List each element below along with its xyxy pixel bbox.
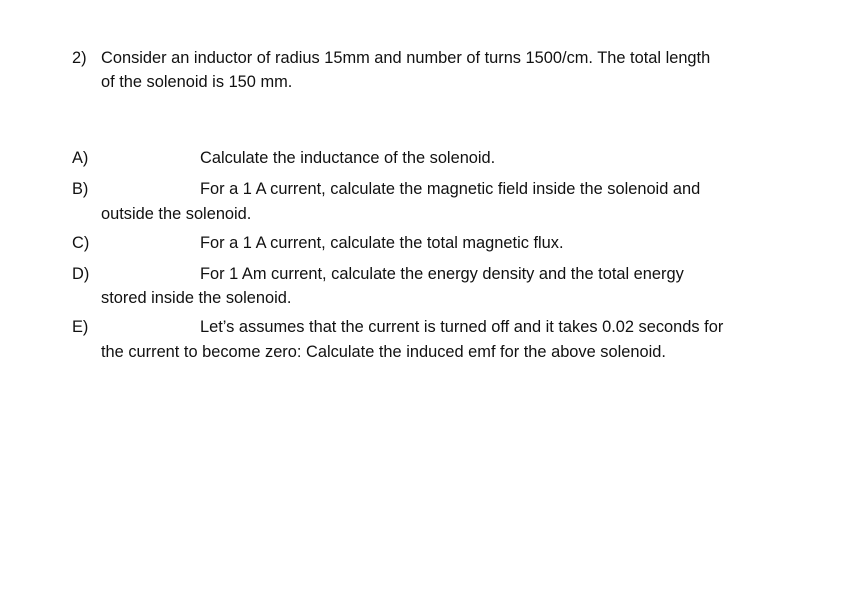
item-text: For 1 Am current, calculate the energy density and the total energy [200,265,684,283]
question-text-line2: of the solenoid is 150 mm. [101,73,293,91]
item-text-continued: stored inside the solenoid. [101,289,292,307]
item-text: Let’s assumes that the current is turned off and it takes 0.02 seconds for [200,318,724,336]
question-number: 2) [72,49,87,67]
item-label: B) [72,180,89,198]
question-text-line1: Consider an inductor of radius 15mm and number of turns 1500/cm. The total length [101,49,711,67]
item-text: For a 1 A current, calculate the total magnetic flux. [200,234,564,252]
item-text-continued: outside the solenoid. [101,205,252,223]
item-label: D) [72,265,90,283]
item-label: E) [72,318,89,336]
item-text: Calculate the inductance of the solenoid. [200,149,496,167]
item-text: For a 1 A current, calculate the magnetic field inside the solenoid and [200,180,701,198]
item-text-continued: the current to become zero: Calculate the induced emf for the above solenoid. [101,343,666,361]
item-label: C) [72,234,90,252]
item-label: A) [72,149,89,167]
